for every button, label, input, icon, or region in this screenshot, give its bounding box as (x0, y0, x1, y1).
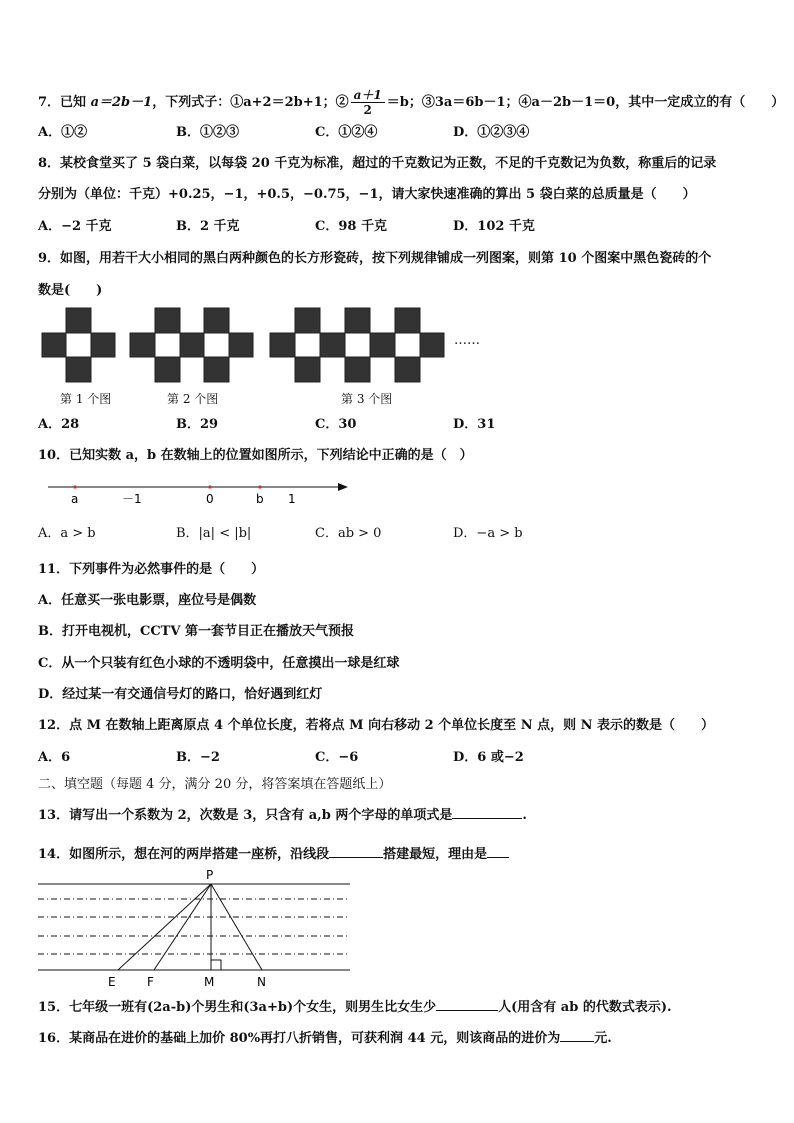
q12-option-c[interactable]: C．−6 (315, 750, 359, 765)
q7-condition: a＝2b－1 (90, 95, 153, 110)
number-line-figure (40, 476, 360, 508)
q7-option-c[interactable]: C．①②④ (315, 125, 378, 140)
q16-suffix: 元. (594, 1031, 612, 1046)
pattern-2 (130, 308, 253, 382)
point-label-n: N (257, 975, 266, 989)
question-10: 10．已知实数 a，b 在数轴上的位置如图所示，下列结论中正确的是（ ） (38, 448, 473, 463)
q7-option-b[interactable]: B．①②③ (176, 125, 239, 140)
q14-reason-blank[interactable] (487, 845, 509, 858)
axis-label-neg1: －1 (122, 492, 142, 506)
axis-label-1: 1 (288, 492, 296, 506)
question-9-line-2: 数是( ) (38, 283, 103, 298)
q7-mid: ，下列式子： (152, 95, 231, 110)
q9-option-b[interactable]: B．29 (176, 417, 219, 432)
q7-suffix: ，其中一定成立的有（ ） (615, 95, 785, 110)
point-label-m: M (204, 975, 215, 989)
q10-option-b[interactable]: B．|a| < |b| (176, 526, 252, 541)
q16-text: 16．某商品在进价的基础上加价 80%再打八折销售，可获利润 44 元，则该商品的进价为 (38, 1031, 561, 1046)
q13-text: 13．请写出一个系数为 2，次数是 3，只含有 a,b 两个字母的单项式是 (38, 808, 453, 823)
q8-option-d[interactable]: D．102 千克 (453, 219, 535, 234)
q7-prefix: 7．已知 (38, 95, 91, 110)
q7-fraction-denominator: 2 (363, 103, 372, 117)
section-2-heading: 二、填空题（每题 4 分，满分 20 分，将答案填在答题纸上） (38, 777, 392, 792)
q7-expr-3: ；③3a＝6b－1 (408, 95, 506, 110)
pattern-ellipsis: …… (454, 333, 480, 348)
q9-option-a[interactable]: A．28 (38, 417, 80, 432)
question-9-line-1: 9．如图，用若干大小相同的黑白两种颜色的长方形瓷砖，按下列规律铺成一列图案，则第 10 个图案中黑色瓷砖的个 (38, 251, 712, 266)
q14-mid: 搭建最短，理由是 (383, 847, 488, 862)
q8-option-b[interactable]: B．2 千克 (176, 219, 240, 234)
question-11: 11．下列事件为必然事件的是（ ） (38, 562, 265, 577)
q11-option-b[interactable]: B．打开电视机，CCTV 第一套节目正在播放天气预报 (38, 624, 354, 639)
q8-option-a[interactable]: A．−2 千克 (38, 219, 112, 234)
q12-option-b[interactable]: B．−2 (176, 750, 220, 765)
q7-expr-4: ；④a－2b－1＝0 (505, 95, 616, 110)
q14-text: 14．如图所示，想在河的两岸搭建一座桥，沿线段 (38, 847, 330, 862)
q7-expr-2-suffix: ＝b (386, 95, 409, 110)
q10-option-a[interactable]: A．a > b (38, 526, 96, 541)
q7-option-a[interactable]: A．①② (38, 125, 88, 140)
tile-pattern-figure (0, 300, 794, 390)
q10-option-c[interactable]: C．ab > 0 (315, 526, 382, 541)
axis-label-0: 0 (206, 492, 214, 506)
q15-suffix: 人(用含有 ab 的代数式表示). (498, 1000, 672, 1015)
caption-pattern-2: 第 2 个图 (167, 392, 219, 406)
question-14 (38, 845, 509, 864)
pattern-1 (42, 308, 115, 382)
q7-fraction (351, 88, 385, 117)
question-15 (38, 998, 672, 1017)
question-7 (38, 88, 784, 117)
pattern-3 (270, 308, 444, 382)
point-label-f: F (147, 975, 154, 989)
q12-option-d[interactable]: D．6 或−2 (453, 750, 524, 765)
question-13 (38, 806, 527, 825)
q9-option-d[interactable]: D．31 (453, 417, 496, 432)
q13-suffix: . (522, 808, 527, 823)
caption-pattern-1: 第 1 个图 (60, 392, 112, 406)
q12-option-a[interactable]: A．6 (38, 750, 71, 765)
q15-text: 15．七年级一班有(2a-b)个男生和(3a+b)个女生，则男生比女生少 (38, 1000, 437, 1015)
q7-fraction-numerator: a＋1 (351, 88, 385, 103)
q11-option-c[interactable]: C．从一个只装有红色小球的不透明袋中，任意摸出一球是红球 (38, 656, 400, 671)
q7-expr-2-prefix: ；② (322, 95, 349, 110)
question-8-line-1: 8．某校食堂买了 5 袋白菜，以每袋 20 千克为标准，超过的千克数记为正数，不足的千克数记为负数，称重后的记录 (38, 156, 717, 171)
q14-segment-blank[interactable] (329, 845, 383, 858)
q8-option-c[interactable]: C．98 千克 (315, 219, 387, 234)
q16-answer-blank[interactable] (560, 1029, 594, 1042)
q11-option-d[interactable]: D．经过某一有交通信号灯的路口，恰好遇到红灯 (38, 687, 323, 702)
point-label-p: P (206, 868, 214, 882)
q7-option-d[interactable]: D．①②③④ (453, 125, 530, 140)
q7-expr-1: ①a+2＝2b+1 (230, 95, 323, 110)
q9-option-c[interactable]: C．30 (315, 417, 357, 432)
q13-answer-blank[interactable] (452, 806, 522, 819)
q11-option-a[interactable]: A．任意买一张电影票，座位号是偶数 (38, 593, 257, 608)
point-label-e: E (108, 975, 116, 989)
axis-label-b: b (256, 492, 264, 506)
river-bridge-figure (36, 866, 356, 990)
question-12: 12．点 M 在数轴上距离原点 4 个单位长度，若将点 M 向右移动 2 个单位长度至 N 点，则 N 表示的数是（ ） (38, 718, 715, 733)
q10-option-d[interactable]: D．−a > b (453, 526, 523, 541)
caption-pattern-3: 第 3 个图 (341, 392, 393, 406)
question-16 (38, 1029, 612, 1048)
question-8-line-2: 分别为（单位：千克）+0.25，−1，+0.5，−0.75，−1，请大家快速准确的算出 5 袋白菜的总质量是（ ） (38, 187, 696, 202)
axis-label-a: a (71, 492, 79, 506)
q15-answer-blank[interactable] (436, 998, 498, 1011)
